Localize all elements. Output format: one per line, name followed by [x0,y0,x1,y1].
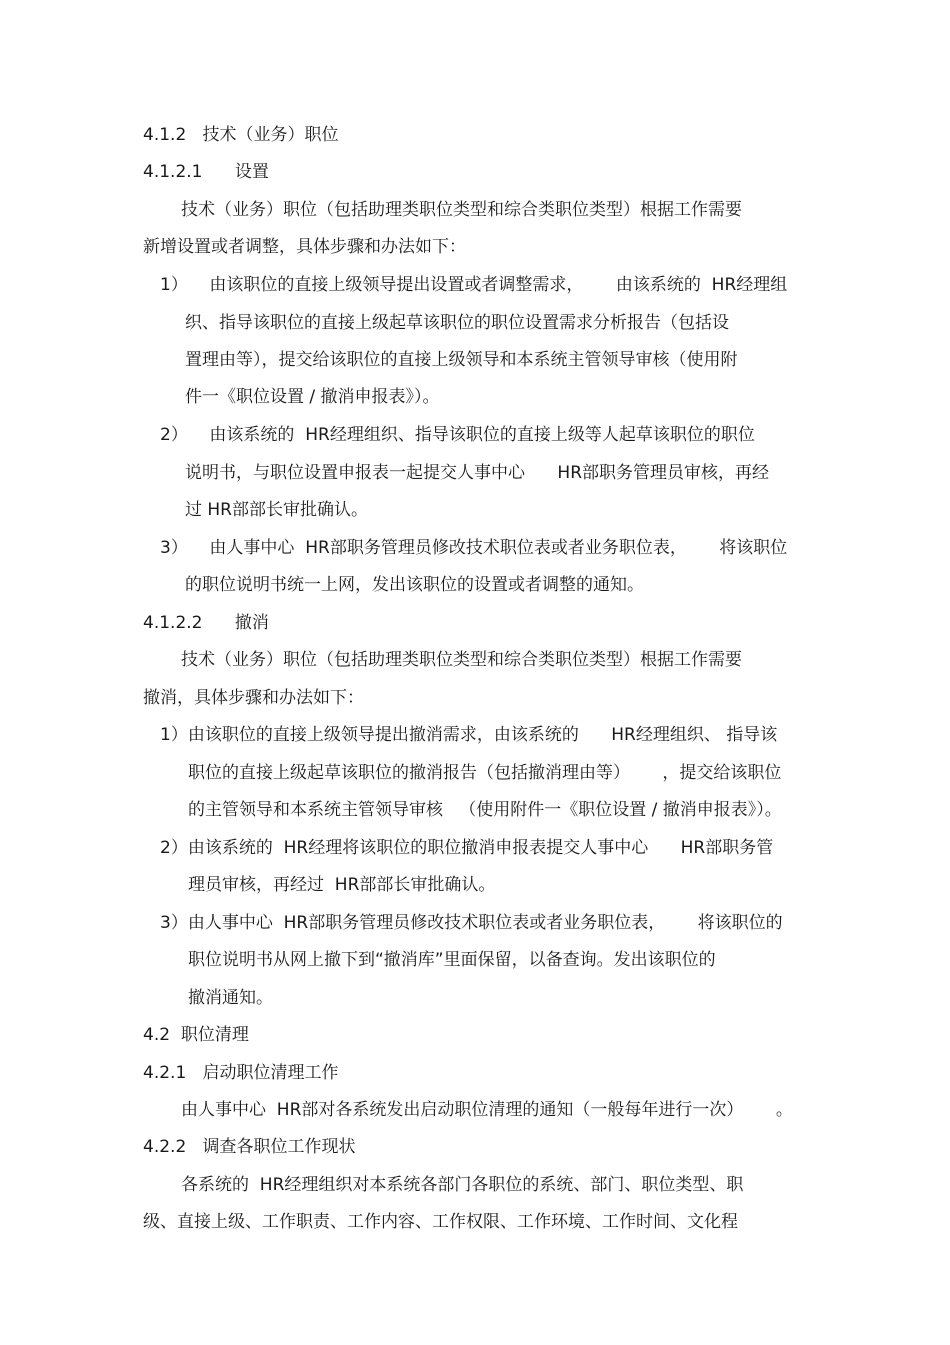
list-item-line: 件一《职位设置 / 撤消申报表》）。 [185,387,440,407]
paragraph-line: 新增设置或者调整，具体步骤和办法如下： [143,237,466,257]
list-item-line: 2） 由该系统的 HR经理组织、指导该职位的直接上级等人起草该职位的职位 [160,425,755,445]
section-heading-4-1-2: 4.1.2 技术（业务）职位 [143,125,339,145]
section-heading-4-2: 4.2 职位清理 [143,1025,249,1045]
section-heading-4-2-1: 4.2.1 启动职位清理工作 [143,1063,339,1083]
subsection-heading-4-1-2-1: 4.1.2.1 设置 [143,162,269,182]
section-heading-4-2-2: 4.2.2 调查各职位工作现状 [143,1137,356,1157]
paragraph-line: 撤消，具体步骤和办法如下： [143,688,364,708]
paragraph-line: 各系统的 HR经理组织对本系统各部门各职位的系统、部门、职位类型、职 [181,1175,744,1195]
list-item-line: 职位说明书从网上撤下到“撤消库”里面保留，以备查询。发出该职位的 [188,950,716,970]
paragraph-line: 级、直接上级、工作职责、工作内容、工作权限、工作环境、工作时间、文化程 [143,1212,738,1232]
list-item-line: 说明书，与职位设置申报表一起提交人事中心 HR部职务管理员审核，再经 [185,463,770,483]
list-item-line: 过 HR部部长审批确认。 [185,500,368,520]
list-item-line: 织、指导该职位的直接上级起草该职位的职位设置需求分析报告（包括设 [185,313,729,333]
list-item-line: 的职位说明书统一上网，发出该职位的设置或者调整的通知。 [185,575,644,595]
list-item-line: 3）由人事中心 HR部职务管理员修改技术职位表或者业务职位表， 将该职位的 [160,913,783,933]
list-item-line: 撤消通知。 [188,988,273,1008]
list-item-line: 的主管领导和本系统主管领导审核 （使用附件一《职位设置 / 撤消申报表》）。 [188,800,782,820]
list-item-line: 置理由等），提交给该职位的直接上级领导和本系统主管领导审核（使用附 [185,350,738,370]
list-item-line: 1）由该职位的直接上级领导提出撤消需求，由该系统的 HR经理组织、 指导该 [160,725,778,745]
list-item-line: 1） 由该职位的直接上级领导提出设置或者调整需求， 由该系统的 HR经理组 [160,275,788,295]
list-item-line: 理员审核，再经过 HR部部长审批确认。 [188,875,496,895]
list-item-line: 3） 由人事中心 HR部职务管理员修改技术职位表或者业务职位表， 将该职位 [160,538,788,558]
list-item-line: 职位的直接上级起草该职位的撤消报告（包括撤消理由等） ，提交给该职位 [188,763,782,783]
subsection-heading-4-1-2-2: 4.1.2.2 撤消 [143,613,269,633]
paragraph-line: 技术（业务）职位（包括助理类职位类型和综合类职位类型）根据工作需要 [181,200,742,220]
list-item-line: 2）由该系统的 HR经理将该职位的职位撤消申报表提交人事中心 HR部职务管 [160,838,774,858]
paragraph-line: 技术（业务）职位（包括助理类职位类型和综合类职位类型）根据工作需要 [181,650,742,670]
paragraph-line: 由人事中心 HR部对各系统发出启动职位清理的通知（一般每年进行一次） 。 [181,1100,793,1120]
